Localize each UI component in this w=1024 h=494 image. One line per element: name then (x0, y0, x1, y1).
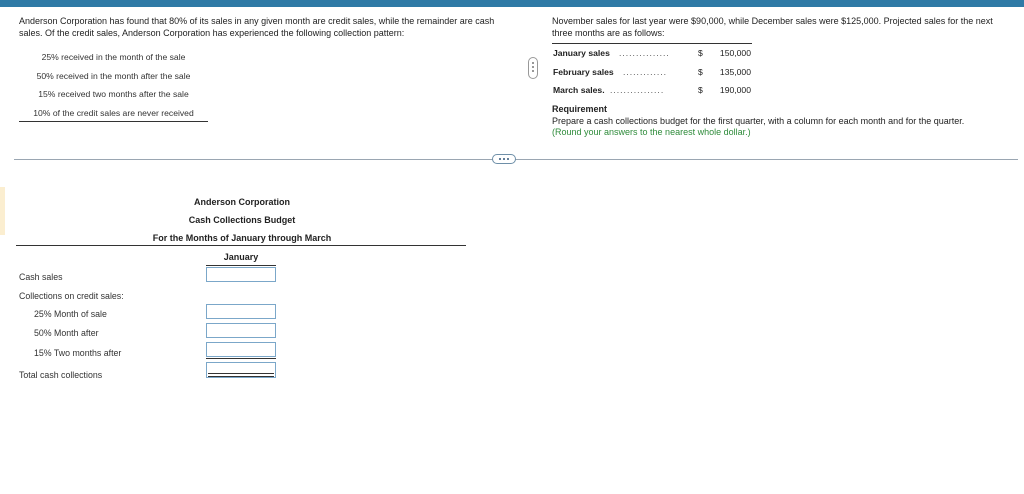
row-label-two-months-after: 15% Two months after (34, 348, 122, 358)
requirement-title: Requirement (552, 104, 608, 114)
sales-row-january (552, 44, 752, 63)
leader-dots: ............. (623, 66, 668, 77)
row-label-cash-sales: Cash sales (19, 272, 63, 282)
problem-intro: Anderson Corporation has found that 80% of its sales in any given month are credit sales, while the remainder are cash sales. Of the credit sales, Anderson Corporation has experienced the following collection pattern: (19, 16, 495, 38)
sales-label: January sales (553, 48, 610, 58)
top-bar (0, 0, 1024, 7)
sales-amount: 135,000 (719, 66, 751, 77)
subtotal-rule (206, 358, 276, 359)
currency-symbol: $ (698, 85, 703, 95)
sales-row-march (552, 81, 752, 100)
row-label-month-after: 50% Month after (34, 328, 99, 338)
total-double-rule-top (208, 373, 274, 374)
currency-symbol: $ (698, 48, 703, 58)
sales-amount: 190,000 (719, 85, 751, 95)
pattern-item: 25% received in the month of the sale (41, 52, 186, 62)
month-of-sale-input[interactable] (206, 304, 276, 319)
row-label-collections: Collections on credit sales: (19, 291, 124, 301)
row-label-total: Total cash collections (19, 370, 103, 380)
requirement-text: Prepare a cash collections budget for the first quarter, with a column for each month and for the quarter. (552, 116, 965, 126)
left-accent-strip (0, 187, 5, 235)
projected-sales-table (552, 43, 752, 100)
collection-pattern (19, 48, 208, 122)
column-header-january: January (223, 252, 259, 262)
pattern-item: 15% received two months after the sale (38, 89, 189, 99)
sales-intro: November sales for last year were $90,000, while December sales were $125,000. Projected sales for the next three months are as follows: (552, 16, 993, 38)
rounding-note: (Round your answers to the nearest whole dollar.) (552, 127, 751, 137)
pattern-item: 50% received in the month after the sale (36, 70, 191, 81)
cash-sales-input[interactable] (206, 267, 276, 282)
drag-handle-horizontal-icon[interactable] (492, 154, 516, 164)
two-months-after-input[interactable] (206, 342, 276, 357)
company-name: Anderson Corporation (194, 197, 290, 207)
sales-amount: 150,000 (719, 48, 751, 58)
pattern-item: 10% of the credit sales are never received (19, 104, 208, 123)
budget-period: For the Months of January through March (152, 233, 332, 243)
sales-label: March sales. (553, 85, 605, 95)
leader-dots: ................ (610, 85, 665, 95)
month-after-input[interactable] (206, 323, 276, 338)
total-double-rule-bottom (208, 376, 274, 377)
section-divider (14, 159, 1018, 160)
header-rule (16, 245, 466, 246)
sales-label: February sales (553, 66, 614, 77)
budget-title: Cash Collections Budget (188, 215, 296, 225)
drag-handle-vertical-icon[interactable] (528, 57, 538, 79)
row-label-month-of-sale: 25% Month of sale (34, 309, 107, 319)
sales-row-february (552, 63, 752, 82)
column-header-rule (206, 265, 276, 266)
currency-symbol: $ (698, 66, 703, 77)
leader-dots: ............... (619, 48, 670, 58)
